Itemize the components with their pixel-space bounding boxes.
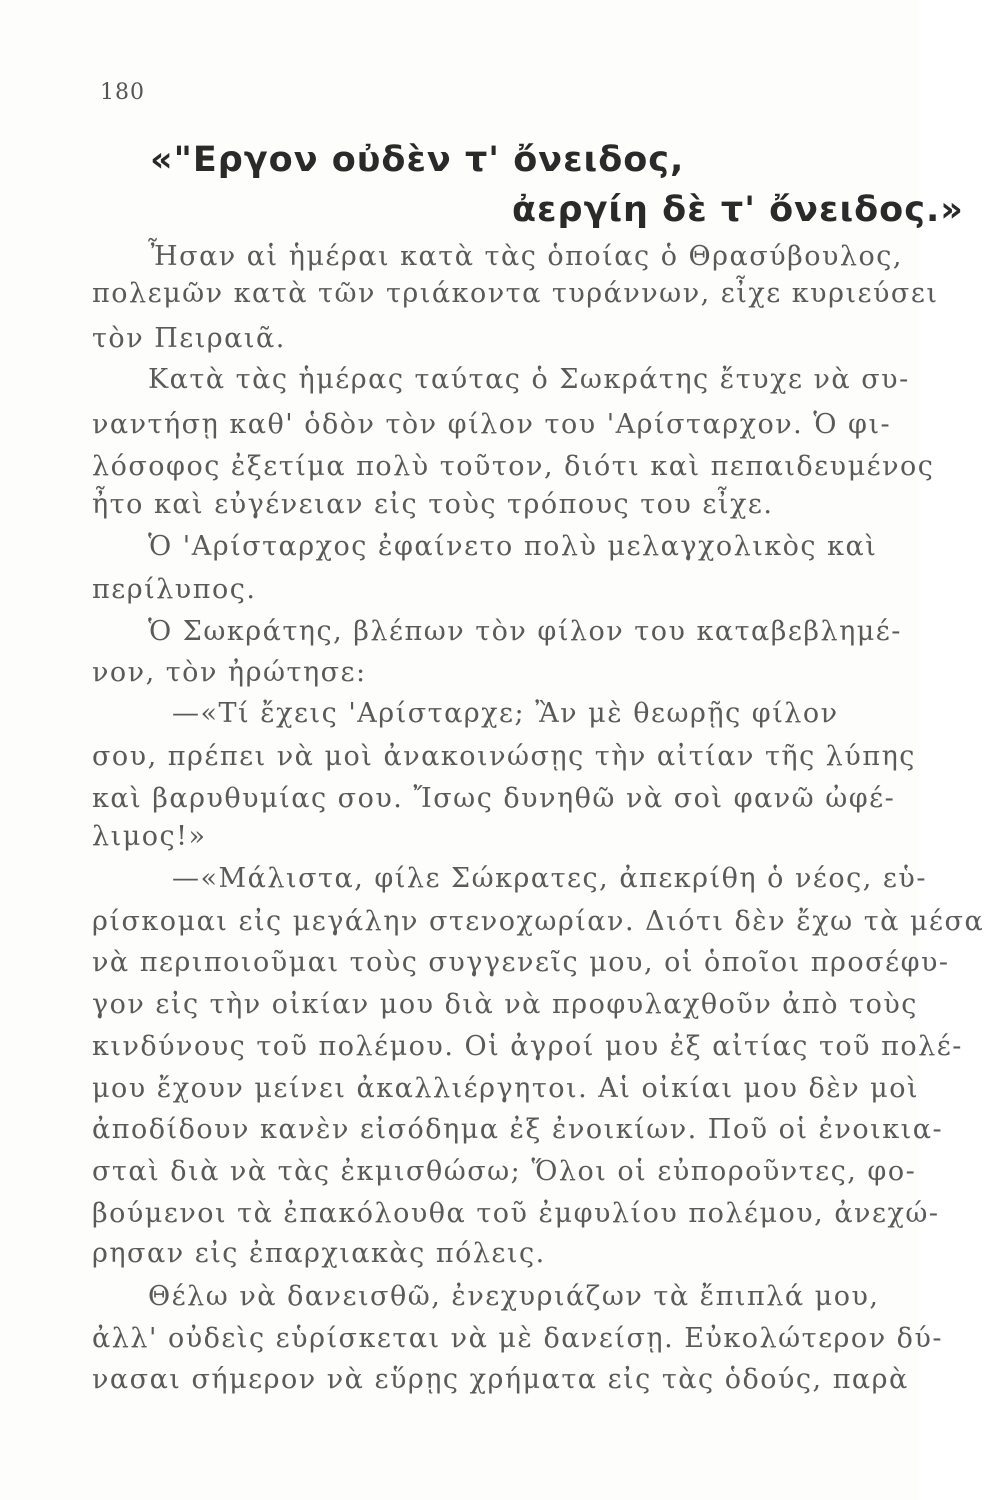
text-line: νον, τὸν ἠρώτησε: (92, 657, 367, 688)
text-line: περίλυπος. (92, 574, 257, 605)
text-line: —«Τί ἔχεις 'Αρίσταρχε; Ἂν μὲ θεωρῇς φίλον (172, 698, 839, 729)
text-line: Θέλω νὰ δανεισθῶ, ἐνεχυριάζων τὰ ἔπιπλά μου, (148, 1281, 880, 1312)
text-line: Ὁ 'Αρίσταρχος ἐφαίνετο πολὺ μελαγχολικὸς καὶ (148, 531, 878, 562)
text-line: ναντήσῃ καθ' ὁδὸν τὸν φίλον του 'Αρίσταρχον. Ὁ φι- (92, 409, 892, 440)
text-line: νὰ περιποιοῦμαι τοὺς συγγενεῖς μου, οἱ ὁποῖοι προσέφυ- (92, 947, 950, 978)
text-line: Ἦσαν αἱ ἡμέραι κατὰ τὰς ὁποίας ὁ Θρασύβουλος, (148, 241, 903, 272)
text-line: πολεμῶν κατὰ τῶν τριάκοντα τυράννων, εἶχε κυριεύσει (92, 278, 939, 309)
text-line: ρίσκομαι εἰς μεγάλην στενοχωρίαν. Διότι δὲν ἔχω τὰ μέσα (92, 906, 984, 937)
text-line: ἦτο καὶ εὐγένειαν εἰς τοὺς τρόπους του εἶχε. (92, 489, 774, 520)
text-line: Ὁ Σωκράτης, βλέπων τὸν φίλον του καταβεβλημέ- (148, 616, 902, 647)
text-line: καὶ βαρυθυμίας σου. Ἴσως δυνηθῶ νὰ σοὶ φανῶ ὠφέ- (92, 783, 896, 814)
chapter-title-line-2: ἀεργίη δὲ τ' ὄνειδος.» (512, 190, 964, 230)
text-line: λόσοφος ἐξετίμα πολὺ τοῦτον, διότι καὶ πεπαιδευμένος (92, 451, 935, 482)
text-line: γον εἰς τὴν οἰκίαν μου διὰ νὰ προφυλαχθοῦν ἀπὸ τοὺς (92, 989, 918, 1020)
text-line: ἀλλ' οὐδεὶς εὑρίσκεται νὰ μὲ δανείσῃ. Εὐκολώτερον δύ- (92, 1323, 943, 1354)
text-line: μου ἔχουν μείνει ἀκαλλιέργητοι. Αἱ οἰκίαι μου δὲν μοὶ (92, 1073, 920, 1104)
page-number: 180 (100, 80, 145, 105)
text-line: κινδύνους τοῦ πολέμου. Οἱ ἀγροί μου ἐξ αἰτίας τοῦ πολέ- (92, 1031, 963, 1062)
text-line: ρησαν εἰς ἐπαρχιακὰς πόλεις. (92, 1238, 546, 1269)
text-line: σου, πρέπει νὰ μοὶ ἀνακοινώσῃς τὴν αἰτίαν τῆς λύπης (92, 741, 916, 772)
text-line: ἀποδίδουν κανὲν εἰσόδημα ἐξ ἐνοικίων. Ποῦ οἱ ἐνοικια- (92, 1114, 944, 1145)
text-line: —«Μάλιστα, φίλε Σώκρατες, ἀπεκρίθη ὁ νέος, εὑ- (172, 863, 927, 894)
text-line: τὸν Πειραιᾶ. (92, 323, 286, 354)
chapter-title-line-1: «"Εργον οὐδὲν τ' ὄνειδος, (150, 140, 685, 180)
text-line: σταὶ διὰ νὰ τὰς ἐκμισθώσω; Ὅλοι οἱ εὐποροῦντες, φο- (92, 1156, 917, 1187)
text-line: Κατὰ τὰς ἡμέρας ταύτας ὁ Σωκράτης ἔτυχε νὰ συ- (148, 364, 910, 395)
text-line: λιμος!» (92, 821, 207, 852)
text-line: βούμενοι τὰ ἐπακόλουθα τοῦ ἐμφυλίου πολέμου, ἀνεχώ- (92, 1198, 940, 1229)
text-line: νασαι σήμερον νὰ εὕρῃς χρήματα εἰς τὰς ὁδούς, παρὰ (92, 1364, 909, 1395)
